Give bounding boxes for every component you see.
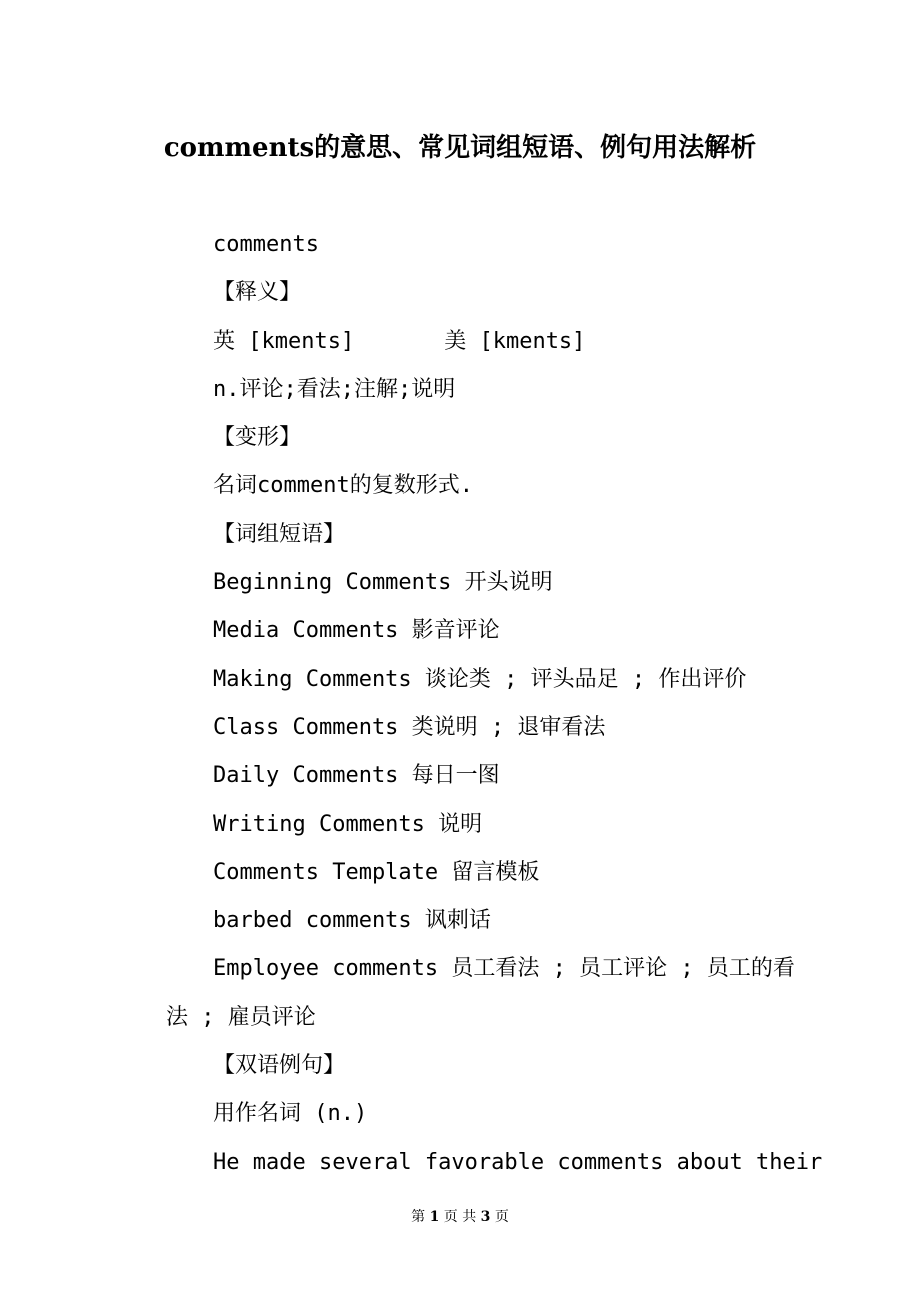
pronunciation-uk: 英 [kments] (213, 328, 355, 354)
document-body (166, 223, 823, 1189)
phrase-item: Class Comments 类说明 ; 退审看法 (213, 714, 606, 740)
phrase-item: Beginning Comments 开头说明 (213, 570, 553, 596)
pronunciation-us: 美 [kments] (444, 328, 586, 354)
footer-suffix: 页 (494, 1209, 509, 1225)
section-heading-meaning: 【释义】 (213, 280, 302, 306)
phrase-item: Employee comments 员工看法 ; 员工评论 ; 员工的看 (213, 956, 795, 982)
phrase-item-continuation: 法 ; 雇员评论 (166, 1004, 316, 1030)
phrase-item: Writing Comments 说明 (213, 811, 483, 837)
phrase-item: Making Comments 谈论类 ; 评头品足 ; 作出评价 (213, 666, 747, 692)
phrase-item: Media Comments 影音评论 (213, 618, 500, 644)
phrase-item: Comments Template 留言模板 (213, 859, 540, 885)
usage-label: 用作名词 (n.) (213, 1101, 368, 1127)
phrase-item: barbed comments 讽刺话 (213, 908, 491, 934)
phrase-item: Daily Comments 每日一图 (213, 763, 500, 789)
definition-text: n.评论;看法;注解;说明 (213, 376, 456, 402)
footer-current-page: 1 (429, 1209, 440, 1225)
section-heading-examples: 【双语例句】 (213, 1053, 346, 1079)
forms-text: 名词comment的复数形式. (213, 473, 473, 499)
page-title: comments的意思、常见词组短语、例句用法解析 (163, 133, 757, 163)
page-footer (0, 1206, 920, 1228)
footer-prefix: 第 (411, 1209, 426, 1225)
headword: comments (213, 232, 319, 257)
section-heading-phrases: 【词组短语】 (213, 521, 346, 547)
footer-middle: 页 共 (443, 1209, 477, 1225)
footer-total-pages: 3 (480, 1209, 491, 1225)
section-heading-forms: 【变形】 (213, 425, 302, 451)
example-sentence: He made several favorable comments about their (213, 1149, 823, 1175)
pronunciation-line (166, 320, 816, 368)
